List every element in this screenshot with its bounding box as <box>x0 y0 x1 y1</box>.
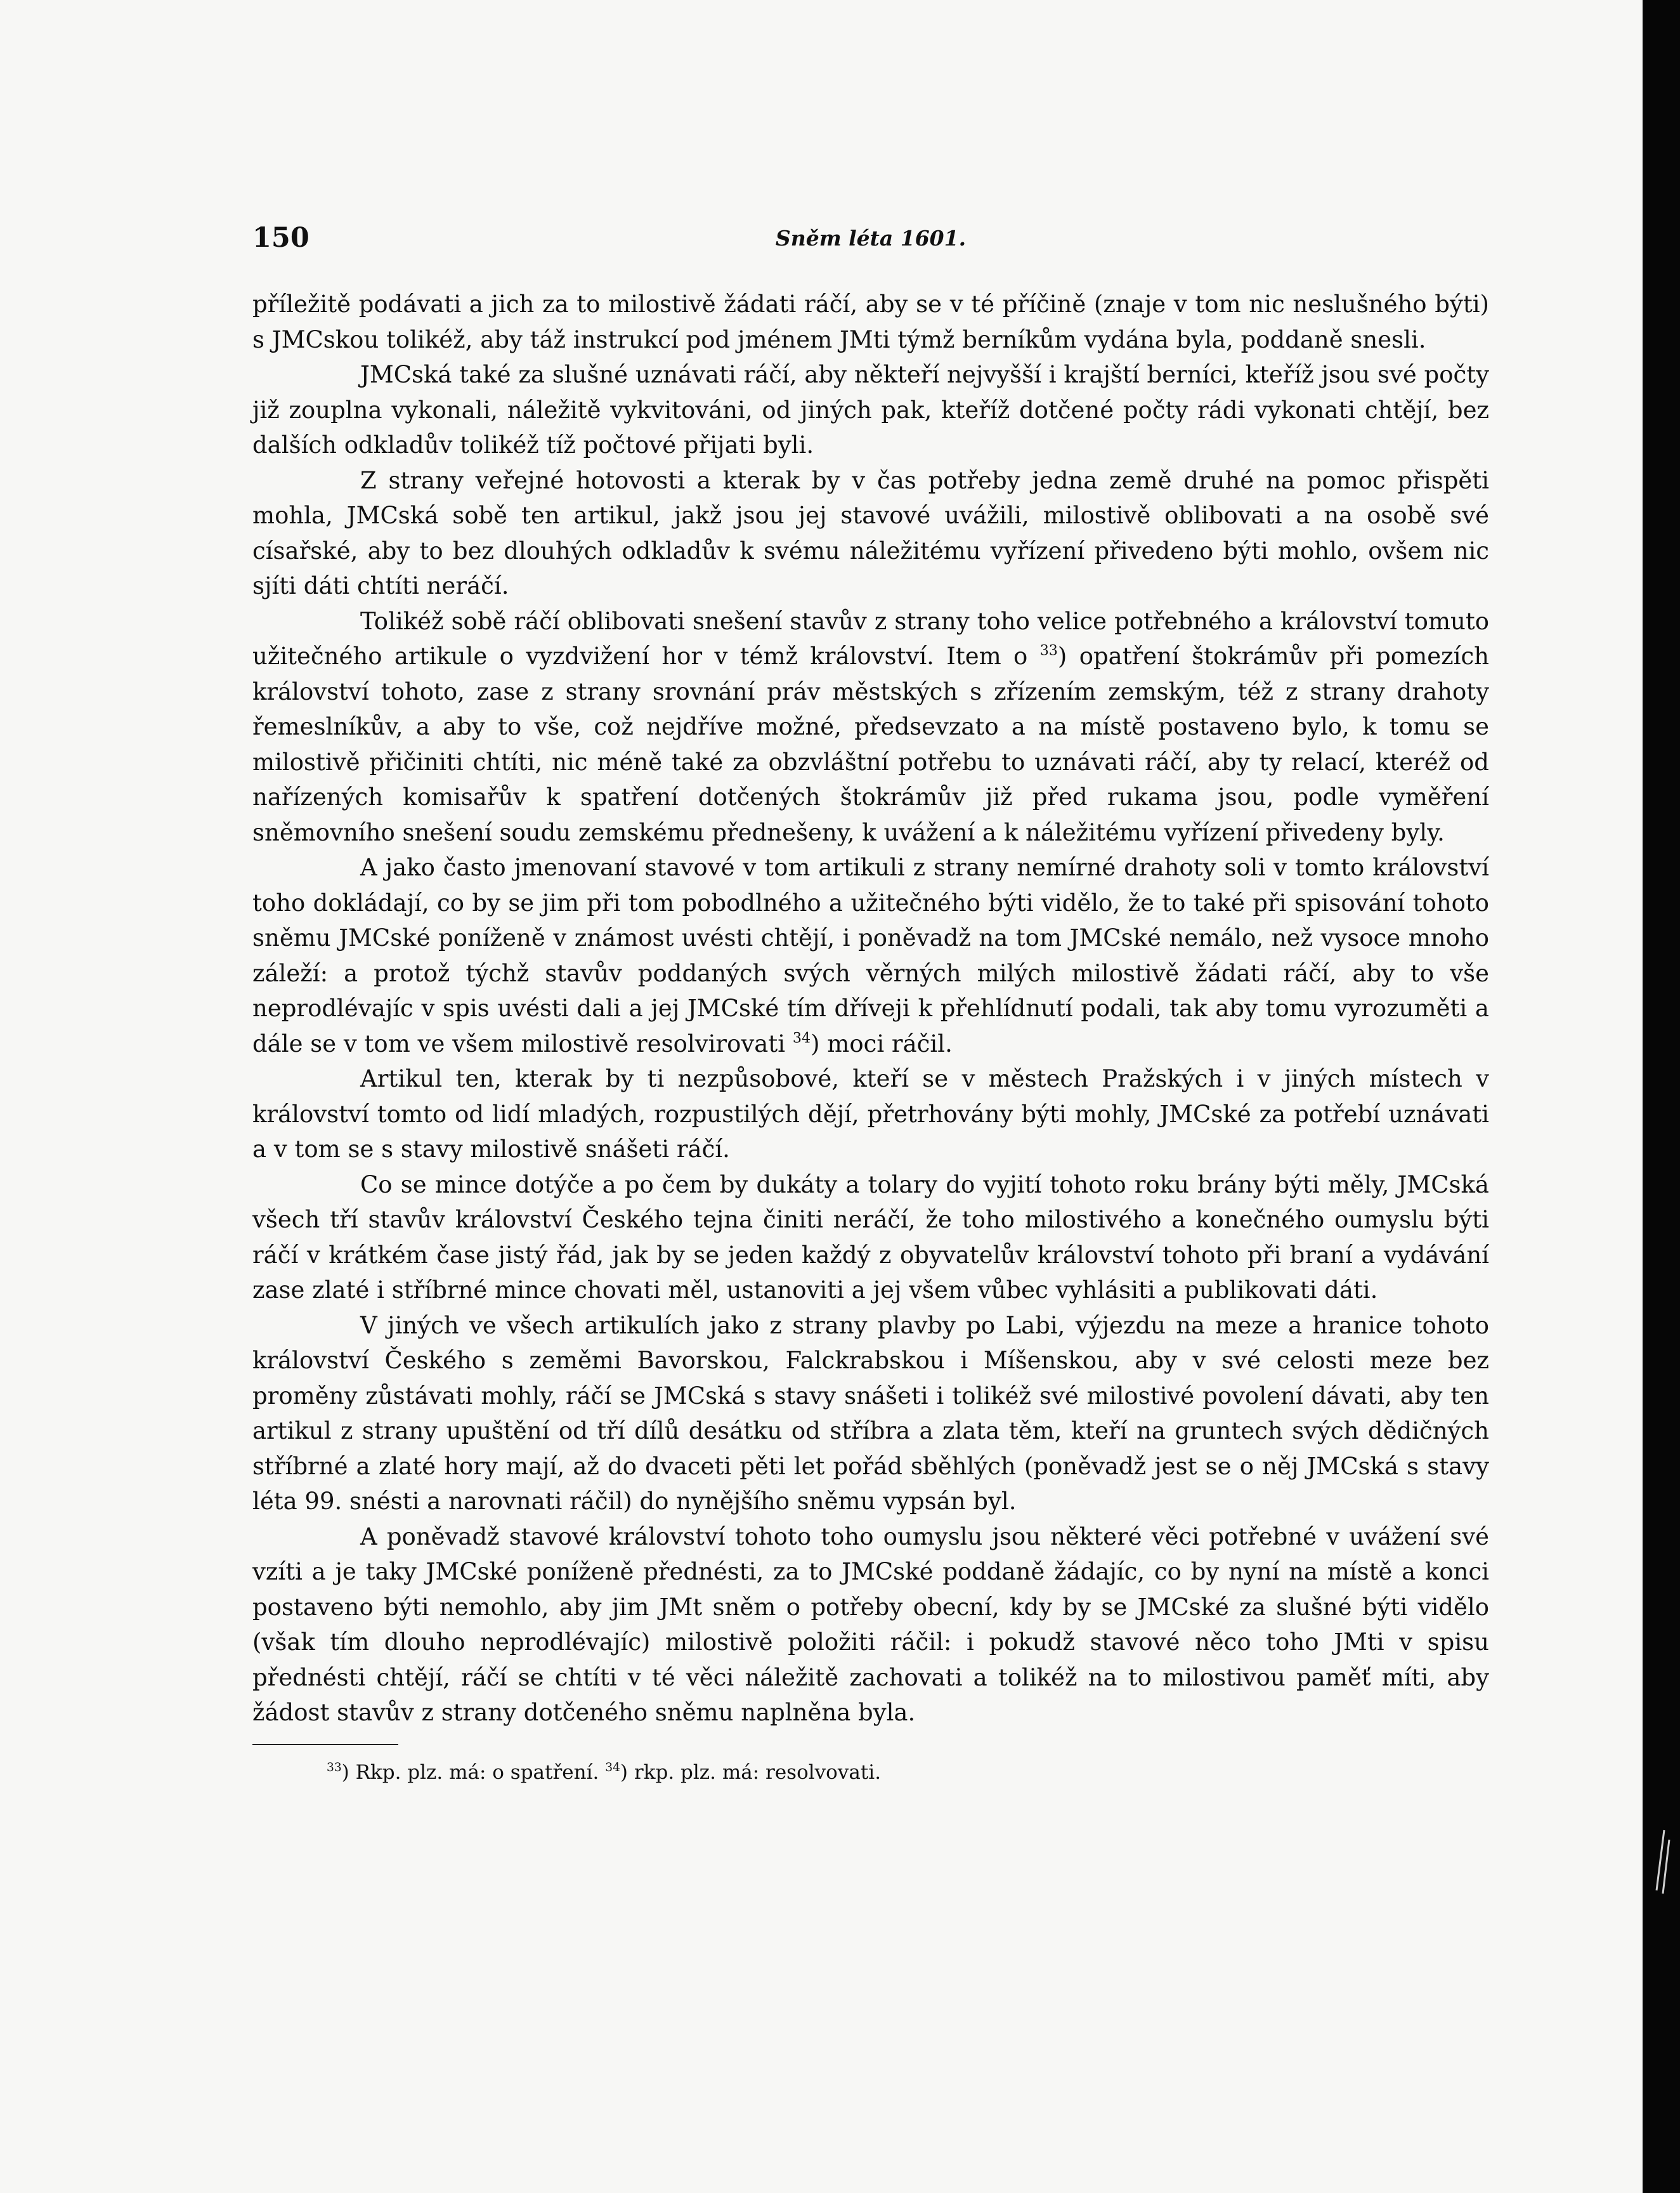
paragraph-5-end: ) moci ráčil. <box>811 1030 953 1057</box>
paragraph-5-start: A jako často jmenovaní stavové v tom artikuli z strany nemírné drahoty soli v tomto království toho dokládají, co by se jim při tom pobodlného a užitečného býti vidělo, že to také při spisování tohoto sněmu JMCské poníženě v známost uvésti chtějí, i poněvadž na tom JMCské nemálo, než vysoce mnoho záleží: a protož týchž stavův poddaných svých věrných milých milostivě žádati ráčí, aby to vše neprodlévajíc v spis uvésti dali a jej JMCské tím dříveji k přehlídnutí podali, tak aby tomu vyrozuměti a dále se v tom ve všem milostivě resolvirovati <box>252 854 1489 1057</box>
running-title: Sněm léta 1601. <box>775 226 967 251</box>
paragraph-7: Co se mince dotýče a po čem by dukáty a tolary do vyjití tohoto roku brány býti měly, JMCská všech tří stavův království Českého tejna činiti neráčí, že toho milostivého a konečného oumyslu býti ráčí v krátkém čase jistý řád, jak by se jeden každý z obyvatelův království tohoto při braní a vydávání zase zlaté i stříbrné mince chovati měl, ustanoviti a jej všem vůbec vyhlásiti a publikovati dáti. <box>252 1170 1489 1304</box>
paragraph-4 <box>252 604 1489 851</box>
paragraph-3: Z strany veřejné hotovosti a kterak by v čas potřeby jedna země druhé na pomoc přispěti mohla, JMCská sobě ten artikul, jakž jsou jej stavové uvážili, milostivě oblibovati a na osobě své císařské, aby to bez dlouhých odkladův k svému náležitému vyřízení přivedeno býti mohlo, ovšem nic sjíti dáti chtíti neráčí. <box>252 466 1489 599</box>
paragraph-8: V jiných ve všech artikulích jako z strany plavby po Labi, výjezdu na meze a hranice tohoto království Českého s zeměmi Bavorskou, Falckrabskou i Míšenskou, aby v své celosti meze bez proměny zůstávati mohly, ráčí se JMCská s stavy snášeti i tolikéž své milostivé povolení dávati, aby ten artikul z strany upuštění od tří dílů desátku od stříbra a zlata těm, kteří na gruntech svých dědičných stříbrné a zlaté hory mají, až do dvaceti pěti let pořád sběhlých (poněvadž jest se o něj JMCská s stavy léta 99. snésti a narovnati ráčil) do nynějšího sněmu vypsán byl. <box>252 1311 1489 1515</box>
paragraph-4-start: Tolikéž sobě ráčí oblibovati snešení stavův z strany toho velice potřebného a království tomuto užitečného artikule o vyzdvižení hor v témž království. Item o <box>252 607 1489 670</box>
footnote-33-number: 33 <box>327 1760 342 1774</box>
page-header <box>252 222 1489 260</box>
scan-border <box>1643 0 1680 2193</box>
footnote-divider <box>252 1744 398 1745</box>
footnote-ref-33: 33 <box>1039 642 1058 659</box>
paragraph-9: A poněvadž stavové království tohoto toho oumyslu jsou některé věci potřebné v uvážení své vzíti a je taky JMCské poníženě přednésti, za to JMCské poddaně žádajíc, co by nyní na místě a konci postaveno býti nemohlo, aby jim JMt sněm o potřeby obecní, kdy by se JMCské za slušné býti vidělo (však tím dlouho neprodlévajíc) milostivě položiti ráčil: i pokudž stavové něco toho JMti v spisu přednésti chtějí, ráčí se chtíti v té věci náležitě zachovati a tolikéž na to milostivou paměť míti, aby žádost stavův z strany dotčeného sněmu naplněna byla. <box>252 1522 1489 1726</box>
main-text <box>252 287 1489 1731</box>
pencil-mark-icon <box>1645 1827 1677 1897</box>
footnote-33-text: ) Rkp. plz. má: o spatření. <box>341 1761 599 1784</box>
paragraph-6: Artikul ten, kterak by ti nezpůsobové, kteří se v městech Pražských i v jiných místech v království tomto od lidí mladých, rozpustilých dějí, přetrhovány býti mohly, JMCské za potřebí uznávati a v tom se s stavy milostivě snášeti ráčí. <box>252 1065 1489 1163</box>
footnote-34-text: ) rkp. plz. má: resolvovati. <box>620 1761 882 1784</box>
page-number: 150 <box>252 222 309 254</box>
paragraph-2: JMCská také za slušné uznávati ráčí, aby někteří nejvyšší i krajští berníci, kteříž jsou své počty již zouplna vykonali, náležitě vykvitováni, od jiných pak, kteříž dotčené počty rádi vykonati chtějí, bez dalších odkladův tolikéž tíž počtové přijati byli. <box>252 361 1489 459</box>
paragraph-1: příležitě podávati a jich za to milostivě žádati ráčí, aby se v té příčině (znaje v tom nic neslušného býti) s JMCskou tolikéž, aby táž instrukcí pod jménem JMti týmž berníkům vydána byla, poddaně snesli. <box>252 291 1489 353</box>
footnote-ref-34: 34 <box>792 1030 811 1047</box>
paragraph-5 <box>252 850 1489 1061</box>
paragraph-4-end: ) opatření štokrámův při pomezích království tohoto, zase z strany srovnání práv městských s zřízením zemským, též z strany drahoty řemeslníkův, a aby to vše, což nejdříve možné, předsevzato a na místě postaveno bylo, k tomu se milostivě přičiniti chtíti, nic méně také za obzvláštní potřebu to uznávati ráčí, aby ty relací, kteréž od nařízených komisařův k spatření dotčených štokrámův již před rukama jsou, podle vyměření sněmovního snešení soudu zemskému přednešeny, k uvážení a k náležitému vyřízení přivedeny byly. <box>252 643 1489 846</box>
footnotes <box>327 1760 1405 1785</box>
footnote-34-number: 34 <box>605 1760 620 1774</box>
